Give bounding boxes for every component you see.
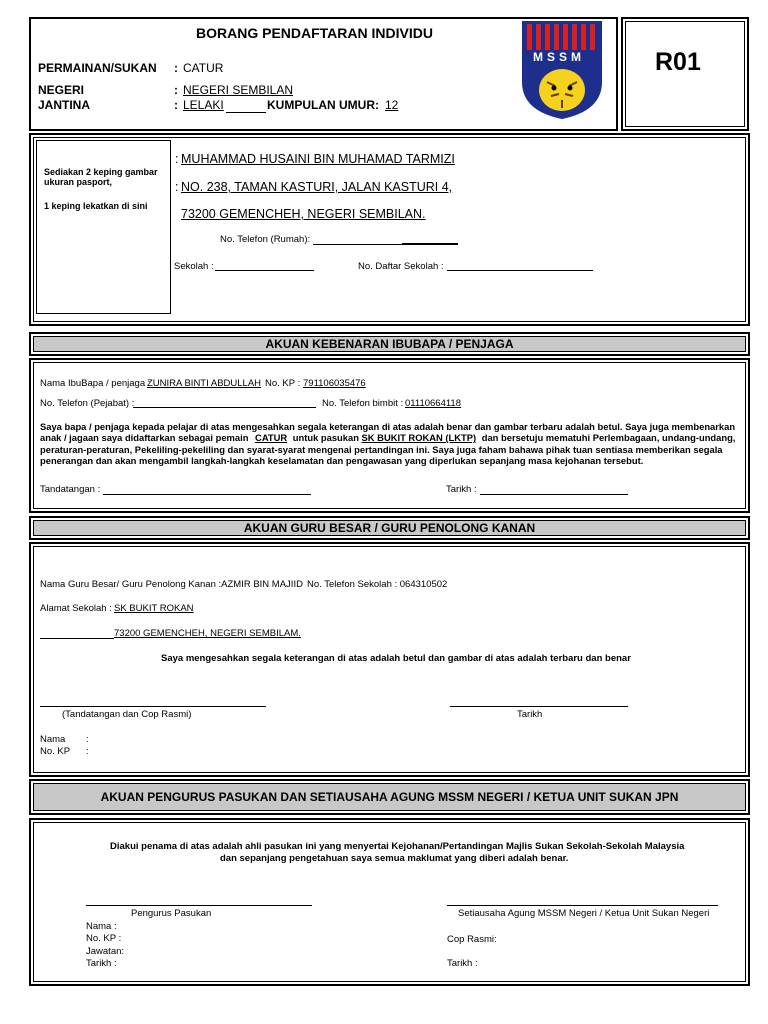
headmaster-signature-label: (Tandatangan dan Cop Rasmi) [62,709,192,720]
declaration-line-3: peraturan-peraturan, Pekeliling-pekeliling dan syarat-syarat mengenai pertandingan ini. Saya juga faham bahawa pihak tuan sentiasa memberikan segala [40,443,723,455]
parent-signature-label: Tandatangan : [40,484,101,495]
photo-note-1: Sediakan 2 keping gambar ukuran pasport, [44,167,158,187]
school-address-1: SK BUKIT ROKAN [114,603,194,614]
parent-ic-value: 791106035476 [303,378,366,389]
declaration-line-2b: untuk pasukan [292,432,359,444]
mobile-value: 01110664118 [405,398,462,409]
field-value-gender: LELAKI [183,98,224,112]
school-address-label: Alamat Sekolah : [40,603,112,614]
field-value-sport: CATUR [183,61,224,75]
headmaster-section-title: AKUAN GURU BESAR / GURU PENOLONG KANAN [33,520,746,536]
parent-name-label: Nama IbuBapa / penjaga : [40,378,151,389]
manager-statement-1: Diakui penama di atas adalah ahli pasukan ini yang menyertai Kejohanan/Pertandingan Majlis Sukan Sekolah-Sekolah Malaysia [110,841,685,852]
parent-signature-line[interactable] [103,494,311,495]
school-address-2-lead [40,638,114,639]
secretary-title: Setiausaha Agung MSSM Negeri / Ketua Unit Sukan Negeri [458,908,710,919]
field-colon-state: : [174,83,178,97]
field-label-gender: JANTINA [38,98,91,112]
manager-section-title: AKUAN PENGURUS PASUKAN DAN SETIAUSAHA AGUNG MSSM NEGERI / KETUA UNIT SUKAN JPN [33,783,746,811]
manager-statement-2: dan sepanjang pengetahuan saya semua maklumat yang diberi adalah benar. [220,853,569,864]
field-colon-gender: : [174,98,178,112]
parent-section-title: AKUAN KEBENARAN IBUBAPA / PENJAGA [33,336,746,352]
headmaster-name-label: Nama [40,734,66,745]
student-address-1: NO. 238, TAMAN KASTURI, JALAN KASTURI 4, [181,180,453,194]
manager-field-date: Tarikh : [86,958,117,969]
declaration-sport: CATUR [255,432,288,444]
manager-field-ic: No. KP : [86,933,122,944]
student-name: MUHAMMAD HUSAINI BIN MUHAMAD TARMIZI [181,152,455,166]
student-name-colon: : [175,152,179,166]
age-group-label: KUMPULAN UMUR: [267,98,379,112]
parent-date-line[interactable] [480,494,628,495]
parent-ic-label: No. KP : [265,378,301,389]
age-group-value: 12 [385,98,399,112]
headmaster-ic-label: No. KP [40,746,71,757]
parent-declaration [40,421,740,467]
student-address-2: 73200 GEMENCHEH, NEGERI SEMBILAN. [181,207,426,221]
school-label: Sekolah : [174,261,214,272]
headmaster-section-bar [29,516,750,540]
office-phone-label: No. Telefon (Pejabat) : [40,398,135,409]
headmaster-date-label: Tarikh [517,709,543,720]
office-phone-line[interactable] [133,407,316,408]
declaration-line-1: Saya bapa / penjaga kepada pelajar di atas mengesahkan segala keterangan di atas adalah benar dan gambar terbaru adalah betul. Saya juga membenarkan [40,421,736,432]
manager-signature-line[interactable] [86,905,312,906]
field-colon-sport: : [174,61,178,75]
field-label-state: NEGERI [38,83,85,97]
declaration-team: SK BUKIT ROKAN (LKTP) [361,432,477,444]
parent-name-value: ZUNIRA BINTI ABDULLAH [147,378,262,389]
declaration-line-2 [40,432,740,443]
headmaster-ic-colon: : [86,746,89,757]
gender-underline [226,112,266,113]
secretary-date-label: Tarikh : [447,958,478,969]
form-code: R01 [655,48,701,76]
school-line[interactable] [215,270,314,271]
headmaster-name-line: Nama Guru Besar/ Guru Penolong Kanan :AZMIR BIN MAJIID [40,579,303,590]
phone-home-label: No. Telefon (Rumah): [220,234,311,245]
secretary-signature-line[interactable] [447,905,718,906]
headmaster-name-colon: : [86,734,89,745]
declaration-line-4: penerangan dan akan mengambil langkah-langkah keselamatan dan pengawasan yang diperlukan sepanjang masa kejohanan tersebut. [40,455,644,467]
school-address-2: 73200 GEMENCHEH, NEGERI SEMBILAM. [114,628,301,639]
form-title: BORANG PENDAFTARAN INDIVIDU [196,25,433,41]
headmaster-signature-line[interactable] [40,706,266,707]
manager-left-title: Pengurus Pasukan [131,908,212,919]
headmaster-confirmation: Saya mengesahkan segala keterangan di atas adalah betul dan gambar di atas adalah terbaru dan benar [161,653,631,664]
logo-text: MSSM [533,50,585,64]
manager-section-bar [29,779,750,815]
school-reg-label: No. Daftar Sekolah : [358,261,444,272]
school-reg-line[interactable] [447,270,593,271]
manager-field-position: Jawatan: [86,946,125,957]
parent-section-bar [29,332,750,356]
field-value-state: NEGERI SEMBILAN [183,83,294,97]
manager-field-name: Nama : [86,921,117,932]
field-label-sport: PERMAINAN/SUKAN [38,61,157,75]
student-address-colon: : [175,180,179,194]
mssm-logo [521,20,603,120]
phone-home-line-bold [402,243,458,245]
declaration-line-2a: anak / jagaan saya didaftarkan sebagai pemain [40,432,249,444]
headmaster-date-line[interactable] [450,706,628,707]
declaration-line-2c: dan bersetuju mematuhi Perlembagaan, undang-undang, [481,432,736,444]
headmaster-phone-line: No. Telefon Sekolah : 064310502 [307,579,448,590]
mobile-label: No. Telefon bimbit : [322,398,404,409]
parent-date-label: Tarikh : [446,484,477,495]
photo-note-2: 1 keping lekatkan di sini [44,201,148,211]
secretary-stamp-label: Cop Rasmi: [447,934,497,945]
